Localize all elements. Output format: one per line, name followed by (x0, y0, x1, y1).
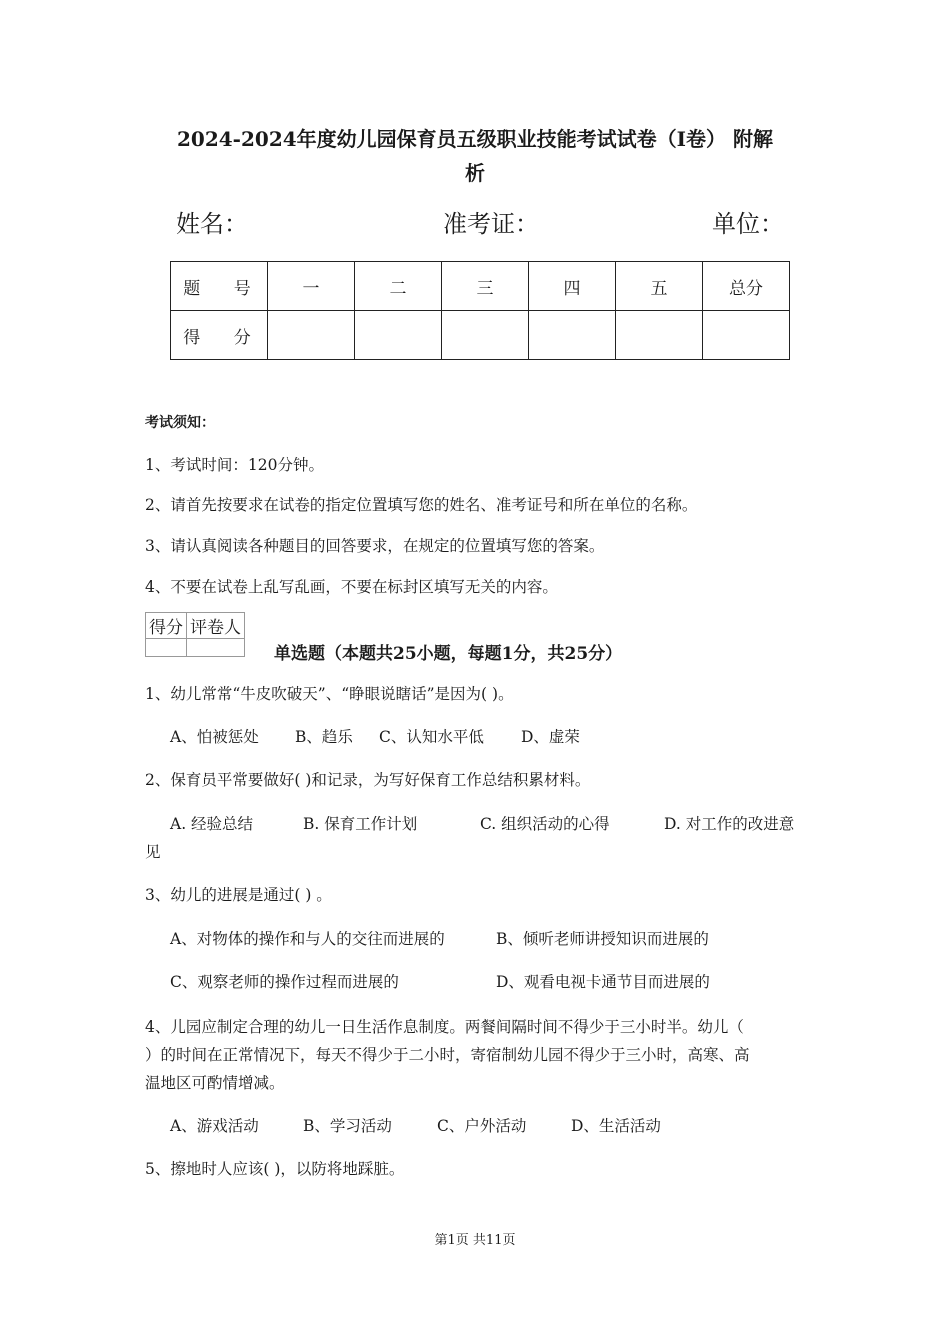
question-4-line1: 4、儿园应制定合理的幼儿一日生活作息制度。两餐间隔时间不得少于三小时半。幼儿（ (145, 1018, 744, 1036)
q2-option-c: C. 组织活动的心得 (480, 815, 610, 833)
grader-reviewer-cell[interactable] (187, 639, 245, 657)
score-table-header-row (171, 262, 790, 311)
grader-reviewer-label: 评卷人 (187, 613, 245, 639)
q2-option-d-wrap: 见 (145, 843, 161, 861)
notice-item: 1、考试时间：120分钟。 (145, 456, 324, 474)
score-cell: 五 (616, 262, 703, 311)
q4-option-a: A、游戏活动 (170, 1117, 259, 1135)
score-input-cell[interactable] (529, 311, 616, 360)
notice-item: 2、请首先按要求在试卷的指定位置填写您的姓名、准考证号和所在单位的名称。 (145, 496, 698, 514)
q2-option-a: A. 经验总结 (170, 815, 254, 833)
score-cell: 四 (529, 262, 616, 311)
score-table (170, 261, 790, 360)
page-title-line2: 析 (465, 161, 485, 185)
notice-item: 3、请认真阅读各种题目的回答要求，在规定的位置填写您的答案。 (145, 537, 605, 555)
question-3: 3、幼儿的进展是通过( ) 。 (145, 886, 332, 904)
q2-option-d: D. 对工作的改进意 (664, 815, 795, 833)
score-cell: 得 分 (171, 311, 268, 360)
q4-option-b: B、学习活动 (303, 1117, 392, 1135)
score-cell: 题 号 (171, 262, 268, 311)
q1-option-c: C、认知水平低 (379, 728, 484, 746)
score-cell: 三 (442, 262, 529, 311)
score-input-cell[interactable] (703, 311, 790, 360)
question-2: 2、保育员平常要做好( )和记录，为写好保育工作总结积累材料。 (145, 771, 591, 789)
exam-id-label: 准考证： (443, 210, 539, 238)
grader-score-label: 得分 (146, 613, 187, 639)
score-input-cell[interactable] (616, 311, 703, 360)
q3-option-c: C、观察老师的操作过程而进展的 (170, 973, 399, 991)
grader-box (145, 612, 245, 657)
q3-option-a: A、对物体的操作和与人的交往而进展的 (170, 930, 445, 948)
question-4-line2: ）的时间在正常情况下，每天不得少于二小时，寄宿制幼儿园不得少于三小时，高寒、高 (145, 1046, 750, 1064)
q4-option-c: C、户外活动 (437, 1117, 527, 1135)
question-1: 1、幼儿常常“牛皮吹破天”、“睁眼说瞎话”是因为( )。 (145, 685, 514, 703)
score-cell: 二 (355, 262, 442, 311)
q3-option-d: D、观看电视卡通节目而进展的 (496, 973, 710, 991)
question-4-line3: 温地区可酌情增减。 (145, 1074, 285, 1092)
question-5: 5、擦地时人应该( )，以防将地踩脏。 (145, 1160, 405, 1178)
q1-option-a: A、怕被惩处 (170, 728, 259, 746)
score-input-cell[interactable] (442, 311, 529, 360)
score-input-cell[interactable] (355, 311, 442, 360)
grader-score-cell[interactable] (146, 639, 187, 657)
q2-option-b: B. 保育工作计划 (303, 815, 418, 833)
q4-option-d: D、生活活动 (571, 1117, 661, 1135)
section-title: 单选题（本题共25小题，每题1分，共25分） (274, 644, 623, 664)
score-cell: 一 (268, 262, 355, 311)
unit-label: 单位： (712, 210, 784, 238)
score-table-score-row (171, 311, 790, 360)
q1-option-b: B、趋乐 (295, 728, 353, 746)
name-label: 姓名： (176, 210, 248, 238)
page-title-line1: 2024-2024年度幼儿园保育员五级职业技能考试试卷（I卷） 附解 (177, 127, 773, 151)
notice-item: 4、不要在试卷上乱写乱画，不要在标封区填写无关的内容。 (145, 578, 558, 596)
score-input-cell[interactable] (268, 311, 355, 360)
score-cell: 总分 (703, 262, 790, 311)
notice-heading: 考试须知： (145, 415, 215, 431)
page-footer: 第1页 共11页 (434, 1233, 516, 1248)
q3-option-b: B、倾听老师讲授知识而进展的 (496, 930, 709, 948)
q1-option-d: D、虚荣 (521, 728, 580, 746)
